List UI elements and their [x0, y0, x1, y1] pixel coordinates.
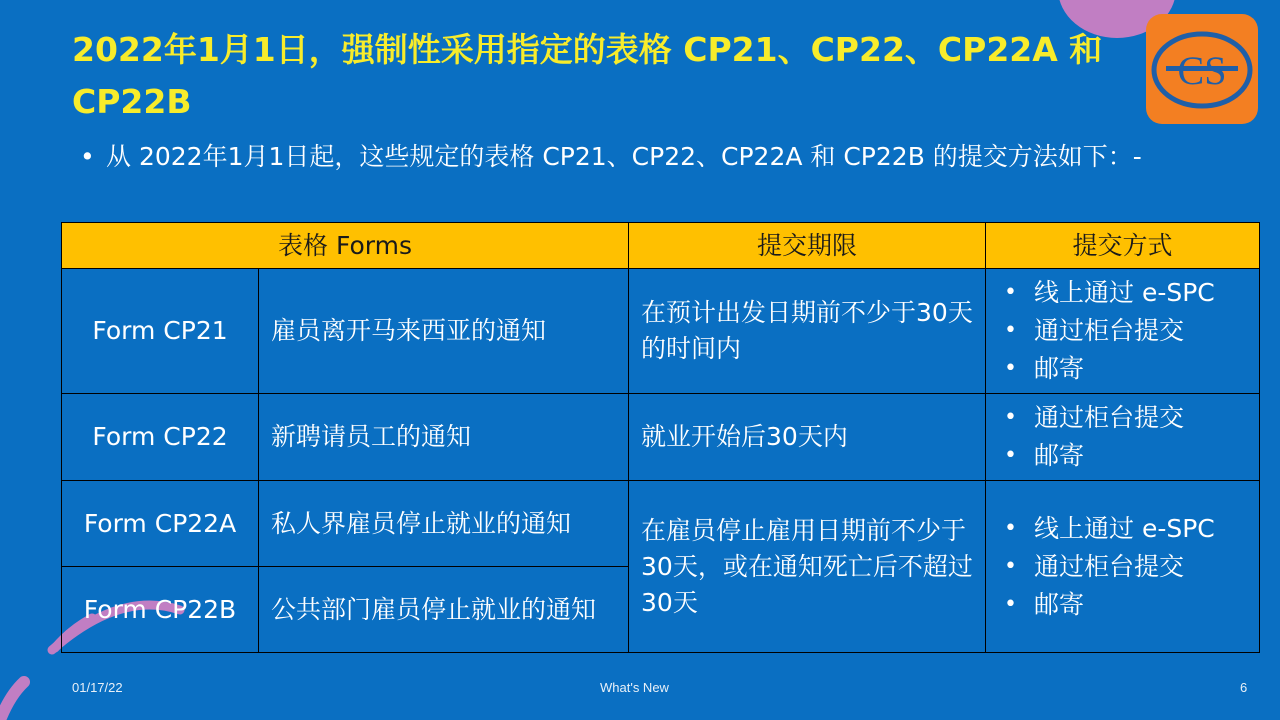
method-item: • 线上通过 e-SPC: [1034, 510, 1247, 548]
method-item: • 邮寄: [1034, 586, 1247, 624]
table-row: [62, 394, 1260, 481]
header-deadline: 提交期限: [629, 223, 986, 269]
header-forms: 表格 Forms: [62, 223, 629, 269]
form-code: Form CP22A: [62, 481, 259, 567]
logo-text: CS: [1177, 48, 1227, 93]
table-row: [62, 269, 1260, 394]
method-item: • 邮寄: [1034, 437, 1247, 475]
form-deadline: 就业开始后30天内: [629, 394, 986, 481]
form-code: Form CP22: [62, 394, 259, 481]
form-description: 雇员离开马来西亚的通知: [259, 269, 629, 394]
forms-table: [61, 222, 1260, 653]
table-header-row: [62, 223, 1260, 269]
method-item: • 通过柜台提交: [1034, 548, 1247, 586]
form-methods: [986, 269, 1260, 394]
method-item: • 通过柜台提交: [1034, 312, 1247, 350]
form-methods: [986, 394, 1260, 481]
header-method: 提交方式: [986, 223, 1260, 269]
form-code: Form CP21: [62, 269, 259, 394]
form-deadline: 在雇员停止雇用日期前不少于30天，或在通知死亡后不超过30天: [629, 481, 986, 653]
form-description: 私人界雇员停止就业的通知: [259, 481, 629, 567]
method-item: • 通过柜台提交: [1034, 399, 1247, 437]
table-row: [62, 481, 1260, 567]
footer-title: What's New: [600, 680, 669, 695]
footer-date: 01/17/22: [72, 680, 123, 695]
intro-bullet: [80, 140, 1250, 174]
form-methods: [986, 481, 1260, 653]
form-description: 公共部门雇员停止就业的通知: [259, 567, 629, 653]
page-number: 6: [1240, 680, 1248, 695]
cs-logo: [1146, 14, 1258, 124]
form-code: Form CP22B: [62, 567, 259, 653]
method-item: • 线上通过 e-SPC: [1034, 274, 1247, 312]
method-item: • 邮寄: [1034, 350, 1247, 388]
form-deadline: 在预计出发日期前不少于30天的时间内: [629, 269, 986, 394]
bullet-dot: •: [80, 142, 95, 171]
intro-text: 从 2022年1月1日起，这些规定的表格 CP21、CP22、CP22A 和 CP22B 的提交方法如下：-: [106, 142, 1142, 171]
form-description: 新聘请员工的通知: [259, 394, 629, 481]
slide-title: 2022年1月1日，强制性采用指定的表格 CP21、CP22、CP22A 和 CP22B: [72, 30, 1103, 121]
